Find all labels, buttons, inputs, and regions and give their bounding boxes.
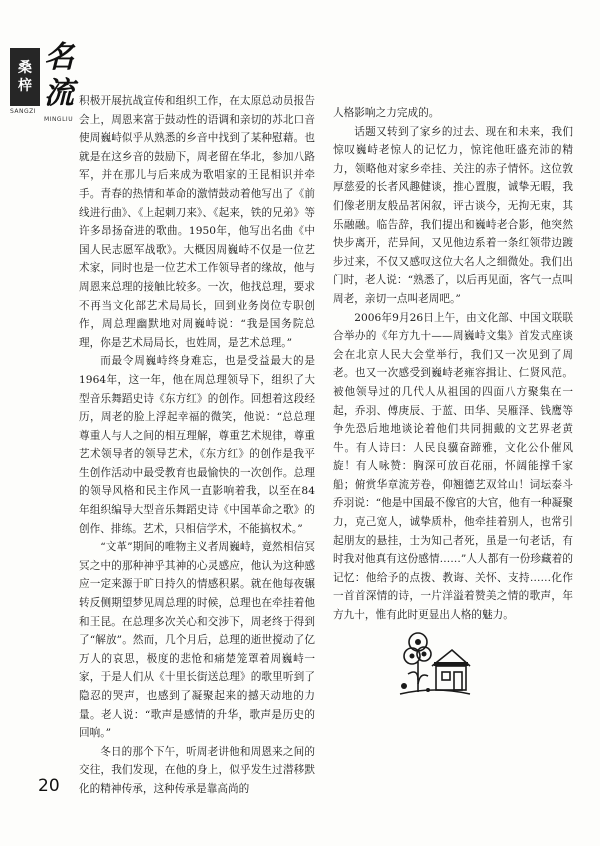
paragraph: 人格影响之力完成的。 xyxy=(333,107,440,119)
logo-char-sang: 桑 xyxy=(18,60,32,76)
page-number: 20 xyxy=(38,776,60,796)
paragraph: 2006年9月26日上午，由文化部、中国文联联合举办的《年方九十——周巍峙文集》首发式座谈会在北京人民大会堂举行，我们又一次见到了周老。也又一次感受到巍峙老雍容揖让、仁贤风范。被他领导过的几代人从祖国的四面八方聚集在一起，乔羽、傅庚辰、于蓝、田华、吴雁泽、钱鹰等争先恐后地地谈论着他们共同拥戴的文艺界老黄牛。有人诗曰：人民良骥奋蹄雅，文化公仆催风旋！有人咏赞：胸深可放百花丽，怀阔能撑千家船；俯赏华章流芳卷，仰翘德艺双耸山！词坛泰斗乔羽说：“他是中国最不像官的大官，他有一种凝聚力，克己宽人，诚挚质朴，他牵挂着别人，也常引起朋友的悬挂，士为知己者死，虽是一句老话，有时我对他真有这份感情……”人人都有一份珍藏着的记忆：他给予的点拨、教诲、关怀、支持……化作一首首深情的诗，一片洋溢着赞美之情的歌声，年方九十，惟有此时更显出人格的魅力。 xyxy=(333,311,573,622)
logo-char-liu: 流 xyxy=(44,76,74,111)
logo-char-ming: 名 xyxy=(44,40,74,75)
paragraph: 而最令周巍峙终身难忘，也是受益最大的是1964年，这一年，他在周总理领导下，组织了大型音乐舞蹈史诗《东方红》的创作。回想着这段经历，周老的脸上浮起幸福的微笑，他说：“总总理尊重人与人之间的相互理解，尊重艺术规律，尊重艺术领导者的领导艺术，《东方红》的创作是我平生创作活动中最受教育也最愉快的一次创作。总理的领导风格和民主作风一直影响着我，以至在84年组织编导大型音乐舞蹈史诗《中国革命之歌》的创作、排练。艺术，只相信学术，不能搞权术。” xyxy=(79,355,315,535)
papercut-house-icon xyxy=(398,628,472,700)
paragraph: “文革”期间的唯物主义者周巍峙，竟然相信冥冥之中的那种神乎其神的心灵感应，他认为这种感应一定来源于旷日持久的情感积累。就在他每夜辗转反侧期望梦见周总理的时候，总理也在牵挂着他和王昆。在总理多次关心和交涉下，周老终于得到了“解放”。然而，几个月后，总理的逝世搅动了亿万人的哀思，极度的悲怆和痛楚笼罩着周巍峙一家，于是人们从《十里长街送总理》的歌里听到了隐忍的哭声，也感到了凝聚起来的撼天动地的力量。老人说：“歌声是感情的升华，歌声是历史的回响。” xyxy=(79,541,315,740)
decorative-papercut-icon xyxy=(398,628,472,700)
left-text-column xyxy=(79,92,315,799)
paragraph: 积极开展抗战宣传和组织工作，在太原总动员报告会上，周恩来富于鼓动性的语调和亲切的苏北口音使周巍峙似乎从熟悉的乡音中找到了某种慰藉。也就是在这乡音的鼓励下，周老留在华北，参加八路军，并在那儿与后来成为歌唱家的王昆相识并牵手。青春的热情和革命的激情鼓动着他写出了《前线进行曲》、《上起刺刀来》、《起来，铁的兄弟》等许多昂扬奋进的歌曲。1950年，他写出名曲《中国人民志愿军战歌》。大概因周巍峙不仅是一位艺术家，同时也是一位艺术工作领导者的缘故，他与周恩来总理的接触比较多。一次，他找总理，要求不再当文化部艺术局局长，回到业务岗位专职创作，周总理幽默地对周巍峙说：“我是国务院总理，你是艺术局局长，也姓周，是艺术总理。” xyxy=(79,95,315,349)
right-text-column xyxy=(333,104,573,625)
logo-char-zi: 梓 xyxy=(18,78,32,94)
logo-calligraphy xyxy=(44,40,74,112)
logo-pinyin-left: SANGZI xyxy=(10,108,37,115)
paragraph: 冬日的那个下午，听周老讲他和周恩来之间的交往，我们发现，在他的身上，似乎发生过潜移默化的精神传承，这种传承是靠高尚的 xyxy=(79,745,315,795)
logo-box xyxy=(10,48,40,106)
paragraph: 话题又转到了家乡的过去、现在和未来，我们惊叹巍峙老惊人的记忆力，惊诧他旺盛充沛的精力，领略他对家乡牵挂、关注的赤子情怀。这位敦厚慈爱的长者风趣健谈，推心置腹，诚挚无暇，我们像老朋友般品茗闲叙，评古谈今，无拘无束，其乐融融。临告辞，我们提出和巍峙老合影，他突然快步离开，茫异间，又见他边系着一条红领带边踱步过来，不仅又感叹这位大名人之细微处。我们出门时，老人说：“熟悉了，以后再见面，客气一点叫周老，亲切一点叫老周吧。” xyxy=(333,125,573,305)
column-logo xyxy=(10,40,90,130)
logo-pinyin-right: MINGLIU xyxy=(44,116,74,123)
